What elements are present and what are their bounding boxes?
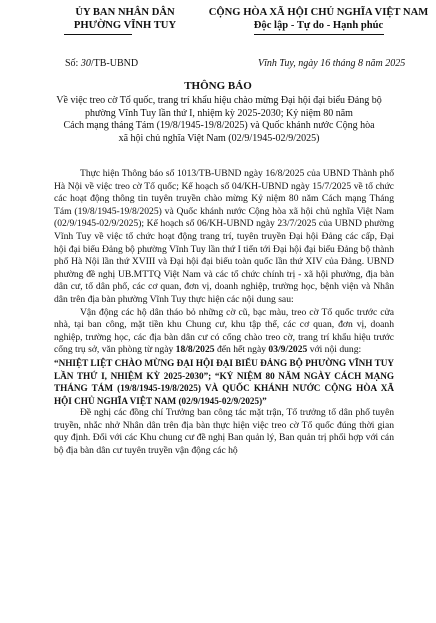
slogan-text: “NHIỆT LIỆT CHÀO MỪNG ĐẠI HỘI ĐẠI BIỂU ĐẢNG BỘ PHƯỜNG VĨNH TUY LẦN THỨ I, NHIỆM KỲ 2025-2030”; “KỶ NIỆM 80 NĂM NGÀY CÁCH MẠNG THÁNG TÁM (19/8/1945-19/8/2025) VÀ QUỐC KHÁNH NƯỚC CỘNG HÒA XÃ HỘI CHỦ NGHĨA VIỆT NAM (02/9/1945-02/9/2025)” bbox=[54, 357, 394, 406]
subject-line: phường Vĩnh Tuy lần thứ I, nhiệm kỳ 2025-2030; Kỷ niệm 80 năm bbox=[85, 107, 353, 119]
authority-underline bbox=[64, 34, 132, 35]
end-date: 03/9/2025 bbox=[268, 344, 308, 356]
issuing-authority bbox=[40, 6, 210, 32]
document-body bbox=[54, 168, 394, 458]
motto-underline bbox=[254, 34, 384, 35]
subject-line: Về việc treo cờ Tổ quốc, trang trí khẩu hiệu chào mừng Đại hội đại biểu Đảng bộ bbox=[56, 95, 382, 106]
document-date: Vĩnh Tuy, ngày 16 tháng 8 năm 2025 bbox=[258, 58, 406, 69]
number-suffix: /TB-UBND bbox=[90, 58, 139, 69]
subject-line: Cách mạng tháng Tám (19/8/1945-19/8/2025) và Quốc khánh nước Cộng hòa bbox=[63, 120, 375, 132]
national-title bbox=[206, 6, 431, 32]
paragraph-request: Đề nghị các đồng chí Trưởng ban công tác mặt trận, Tổ trưởng tổ dân phố tuyên truyền, nhắc nhở Nhân dân trên địa bàn thực hiện việc treo cờ Tổ quốc đúng thời gian quy định. Đối với các Khu chung cư đề nghị Ban quản lý, Ban quản trị phối hợp với cán bộ địa bàn dân cư tuyên truyền vận động các hộ bbox=[54, 407, 394, 457]
paragraph-instructions bbox=[54, 307, 394, 357]
start-date: 18/8/2025 bbox=[175, 344, 215, 356]
national-motto: Độc lập - Tự do - Hạnh phúc bbox=[253, 20, 384, 31]
document-title: THÔNG BÁO bbox=[184, 80, 252, 92]
authority-name-line2: PHƯỜNG VĨNH TUY bbox=[73, 20, 177, 31]
document-subject bbox=[50, 95, 388, 145]
subject-line: xã hội chủ nghĩa Việt Nam (02/9/1945-02/9/2025) bbox=[118, 132, 320, 144]
instructions-connector: đến hết ngày bbox=[214, 344, 269, 356]
number-prefix: Số: bbox=[65, 58, 79, 69]
paragraph-basis: Thực hiện Thông báo số 1013/TB-UBND ngày 16/8/2025 của UBND Thành phố Hà Nội về việc treo cờ Tổ quốc; Kế hoạch số 04/KH-UBND ngày 15/7/2025 về tổ chức các hoạt động thông tin tuyên truyền chào mừng Kỷ niệm 80 năm Cách mạng Tháng Tám (19/8/1945-19/8/2025) và Quốc khánh nước Cộng hòa xã hội chủ nghĩa Việt Nam (02/9/1945-02/9/2025); Kế hoạch số 06/KH-UBND ngày 23/7/2025 của UBND phường Vĩnh Tuy về việc tổ chức hoạt động trang trí, tuyên truyền Đại hội Đảng các cấp, Đại hội đại biểu Đảng bộ phường Vĩnh Tuy lần thứ I tiến tới Đại hội đại biểu Đảng bộ thành phố Hà Nội lần thứ XVIII và Đại hội đại biểu toàn quốc lần thứ XIV của Đảng. UBND phường đề nghị UB.MTTQ Việt Nam và các tổ chức chính trị - xã hội phường, địa bàn dân cư, tổ dân phố, các cơ quan, đơn vị, doanh nghiệp, trường học, bệnh viện và Nhân dân trên địa bàn phường Vĩnh Tuy thực hiện các nội dung sau: bbox=[54, 168, 394, 305]
document-number bbox=[65, 58, 138, 69]
country-name: CỘNG HÒA XÃ HỘI CHỦ NGHĨA VIỆT NAM bbox=[208, 7, 429, 18]
instructions-text: Vận động các hộ dân tháo bỏ những cờ cũ, bạc màu, treo cờ Tổ quốc trước cửa nhà, tại ban công, mặt tiền khu Chung cư, khu tập thể, các cơ quan, đơn vị, doanh nghiệp, trường học, các địa bàn dân cư có cổng chào treo cờ, trang trí khẩu hiệu trước cổng trụ sở, văn phòng từ ngày bbox=[54, 306, 394, 356]
instructions-tail: với nội dung: bbox=[307, 344, 362, 356]
authority-name-line1: ỦY BAN NHÂN DÂN bbox=[75, 7, 175, 18]
number-value: 30 bbox=[80, 58, 91, 69]
